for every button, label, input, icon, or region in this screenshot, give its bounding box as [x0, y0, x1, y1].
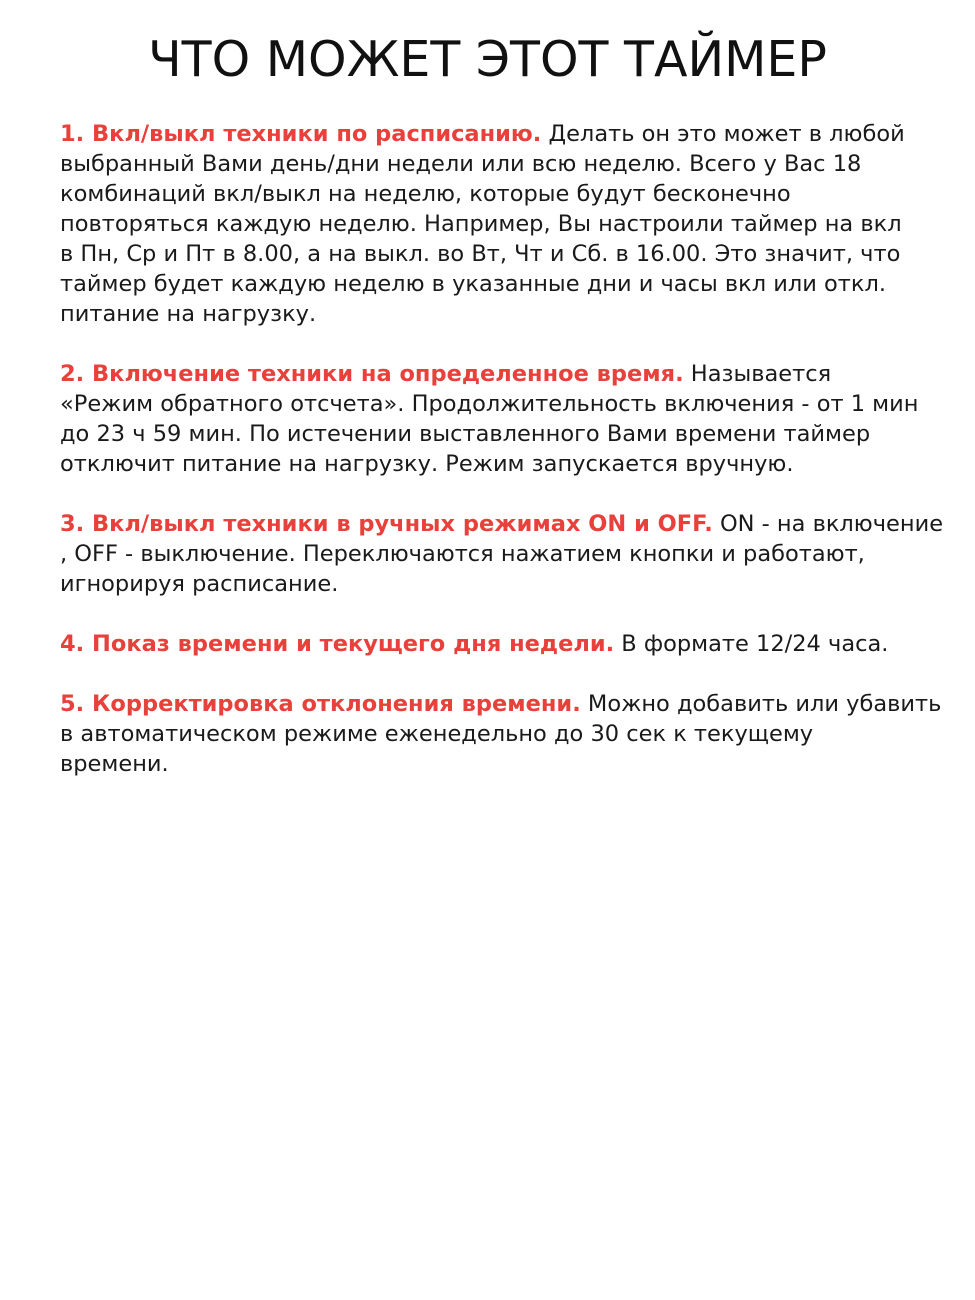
feature-text: Называется	[683, 361, 832, 387]
feature-line	[60, 359, 970, 389]
feature-heading: 4. Показ времени и текущего дня недели.	[60, 631, 615, 657]
feature-text: Делать он это может в любой	[541, 121, 905, 147]
feature-text: «Режим обратного отсчета». Продолжительность включения - от 1 мин	[60, 391, 919, 417]
feature-text: таймер будет каждую неделю в указанные дни и часы вкл или откл.	[60, 271, 887, 297]
feature-item-4	[60, 629, 970, 659]
feature-text: Можно добавить или убавить	[580, 691, 942, 717]
feature-heading: 1. Вкл/выкл техники по расписанию.	[60, 121, 542, 147]
feature-text: ON - на включение	[712, 511, 944, 537]
feature-heading: 5. Корректировка отклонения времени.	[60, 691, 581, 717]
feature-text: игнорируя расписание.	[60, 571, 339, 597]
feature-item-2	[60, 359, 970, 479]
feature-text: выбранный Вами день/дни недели или всю неделю. Всего у Вас 18	[60, 151, 862, 177]
feature-item-5	[60, 689, 970, 779]
feature-list	[60, 119, 970, 809]
feature-text: В формате 12/24 часа.	[614, 631, 889, 657]
feature-text: времени.	[60, 751, 169, 777]
feature-text: , OFF - выключение. Переключаются нажатием кнопки и работают,	[60, 541, 865, 567]
feature-item-1	[60, 119, 970, 329]
page-title: ЧТО МОЖЕТ ЭТОТ ТАЙМЕР	[148, 31, 827, 88]
feature-text: отключит питание на нагрузку. Режим запускается вручную.	[60, 451, 794, 477]
feature-heading: 2. Включение техники на определенное время.	[60, 361, 684, 387]
feature-line	[60, 509, 970, 539]
feature-text: в Пн, Ср и Пт в 8.00, а на выкл. во Вт, Чт и Сб. в 16.00. Это значит, что	[60, 241, 901, 267]
feature-line	[60, 689, 970, 719]
feature-text: питание на нагрузку.	[60, 301, 317, 327]
feature-text: комбинаций вкл/выкл на неделю, которые будут бесконечно	[60, 181, 791, 207]
feature-item-3	[60, 509, 970, 599]
feature-text: до 23 ч 59 мин. По истечении выставленного Вами времени таймер	[60, 421, 871, 447]
feature-line	[60, 119, 970, 149]
feature-text: в автоматическом режиме еженедельно до 30 сек к текущему	[60, 721, 814, 747]
feature-line	[60, 629, 970, 659]
feature-text: повторяться каждую неделю. Например, Вы настроили таймер на вкл	[60, 211, 902, 237]
feature-heading: 3. Вкл/выкл техники в ручных режимах ON и OFF.	[60, 511, 713, 537]
